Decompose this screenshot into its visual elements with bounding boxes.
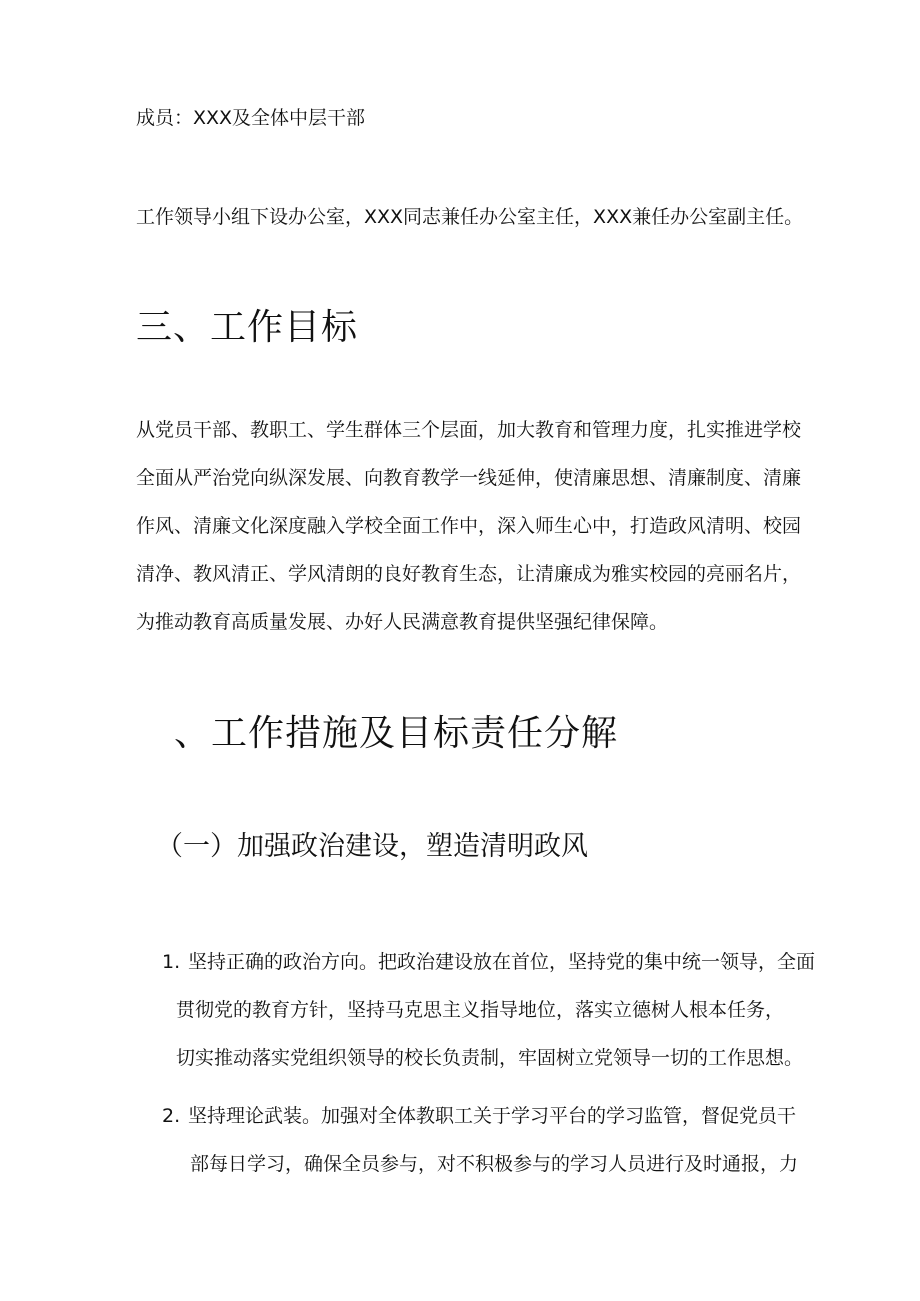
office-line: 工作领导小组下设办公室，XXX同志兼任办公室主任，XXX兼任办公室副主任。 xyxy=(136,206,804,228)
item-number: 1. xyxy=(162,951,181,973)
item-line: 切实推动落实党组织领导的校长负责制，牢固树立党领导一切的工作思想。 xyxy=(176,1047,804,1069)
section-heading-measures: 、工作措施及目标责任分解 xyxy=(174,713,619,754)
subheading-political-construction: （一）加强政治建设，塑造清明政风 xyxy=(156,831,588,862)
item-line: 坚持理论武装。加强对全体教职工关于学习平台的学习监管，督促党员干 xyxy=(188,1105,797,1127)
item-line: 坚持正确的政治方向。把政治建设放在首位，坚持党的集中统一领导，全面 xyxy=(188,951,816,973)
paragraph-line: 全面从严治党向纵深发展、向教育教学一线延伸，使清廉思想、清廉制度、清廉 xyxy=(136,467,802,489)
paragraph-line: 清净、教风清正、学风清朗的良好教育生态，让清廉成为雅实校园的亮丽名片， xyxy=(136,563,802,585)
item-number: 2. xyxy=(162,1105,181,1127)
members-line: 成员：XXX及全体中层干部 xyxy=(136,107,366,129)
item-line: 部每日学习，确保全员参与，对不积极参与的学习人员进行及时通报，力 xyxy=(190,1153,799,1175)
paragraph-line: 为推动教育高质量发展、办好人民满意教育提供坚强纪律保障。 xyxy=(136,611,669,633)
paragraph-line: 从党员干部、教职工、学生群体三个层面，加大教育和管理力度，扎实推进学校 xyxy=(136,419,802,441)
item-line: 贯彻党的教育方针，坚持马克思主义指导地位，落实立德树人根本任务， xyxy=(176,999,785,1021)
section-heading-goals: 三、工作目标 xyxy=(136,307,359,348)
paragraph-line: 作风、清廉文化深度融入学校全面工作中，深入师生心中，打造政风清明、校园 xyxy=(136,515,802,537)
